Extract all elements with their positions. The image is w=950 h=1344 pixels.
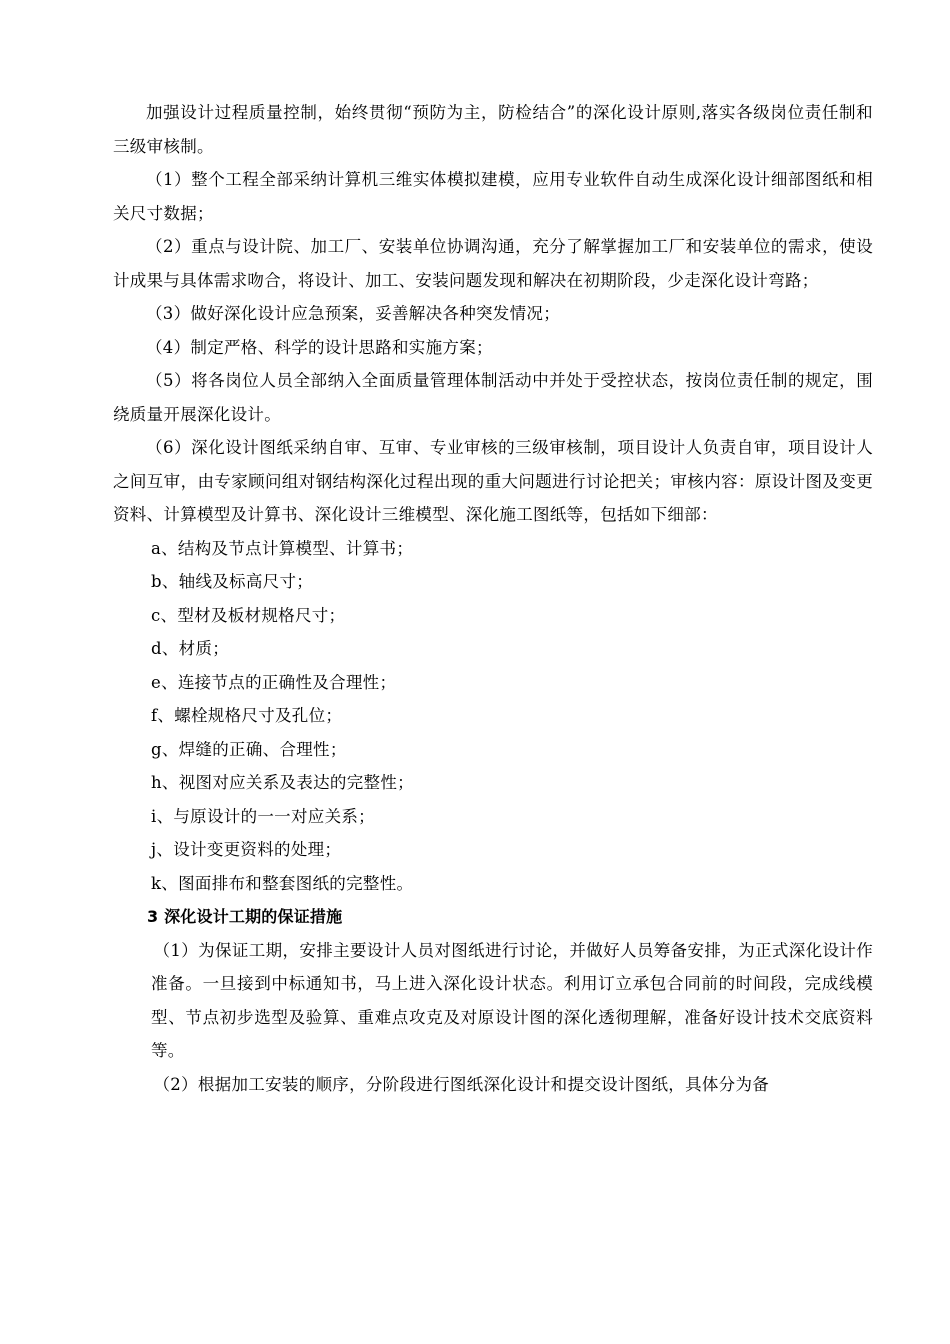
measure-paragraph-3: （3）做好深化设计应急预案，妥善解决各种突发情况； bbox=[146, 304, 560, 323]
intro-paragraph: 加强设计过程质量控制，始终贯彻“预防为主，防检结合”的深化设计原则,落实各级岗位责任制和三级审核制。 bbox=[113, 103, 873, 156]
measure-paragraph-5: （5）将各岗位人员全部纳入全面质量管理体制活动中并处于受控状态，按岗位责任制的规定，围绕质量开展深化设计。 bbox=[113, 371, 873, 424]
list-item: j、设计变更资料的处理； bbox=[151, 840, 342, 859]
list-item: b、轴线及标高尺寸； bbox=[151, 572, 314, 591]
schedule-paragraph-2: （2）根据加工安装的顺序，分阶段进行图纸深化设计和提交设计图纸，具体分为备 bbox=[153, 1074, 770, 1094]
list-item: g、焊缝的正确、合理性； bbox=[151, 739, 347, 759]
review-items-list bbox=[113, 532, 873, 901]
schedule-paragraph-1: （1）为保证工期，安排主要设计人员对图纸进行讨论，并做好人员筹备安排，为正式深化设计作准备。一旦接到中标通知书，马上进入深化设计状态。利用订立承包合同前的时间段，完成线模型、节点初步选型及验算、重难点攻克及对原设计图的深化透彻理解，准备好设计技术交底资料等。 bbox=[151, 940, 873, 1060]
document-body bbox=[113, 96, 873, 1101]
list-item: a、结构及节点计算模型、计算书； bbox=[151, 538, 414, 558]
list-item: d、材质； bbox=[151, 639, 230, 658]
measure-paragraph-4: （4）制定严格、科学的设计思路和实施方案； bbox=[146, 337, 493, 357]
measure-paragraph-1: （1）整个工程全部采纳计算机三维实体模拟建模，应用专业软件自动生成深化设计细部图纸和相关尺寸数据； bbox=[113, 170, 873, 223]
list-item: k、图面排布和整套图纸的完整性。 bbox=[151, 873, 414, 893]
list-item: c、型材及板材规格尺寸； bbox=[151, 605, 346, 625]
list-item: h、视图对应关系及表达的完整性； bbox=[151, 773, 414, 792]
list-item: f、螺栓规格尺寸及孔位； bbox=[151, 706, 343, 725]
measure-paragraph-2: （2）重点与设计院、加工厂、安装单位协调沟通，充分了解掌握加工厂和安装单位的需求，使设计成果与具体需求吻合，将设计、加工、安装问题发现和解决在初期阶段，少走深化设计弯路； bbox=[113, 237, 873, 290]
list-item: i、与原设计的一一对应关系； bbox=[151, 806, 375, 826]
measure-paragraph-6: （6）深化设计图纸采纳自审、互审、专业审核的三级审核制，项目设计人负责自审，项目设计人之间互审，由专家顾问组对钢结构深化过程出现的重大问题进行讨论把关；审核内容：原设计图及变更资料、计算模型及计算书、深化设计三维模型、深化施工图纸等，包括如下细部： bbox=[113, 438, 873, 524]
list-item: e、连接节点的正确性及合理性； bbox=[151, 672, 397, 692]
section-heading: 3 深化设计工期的保证措施 bbox=[147, 907, 343, 926]
